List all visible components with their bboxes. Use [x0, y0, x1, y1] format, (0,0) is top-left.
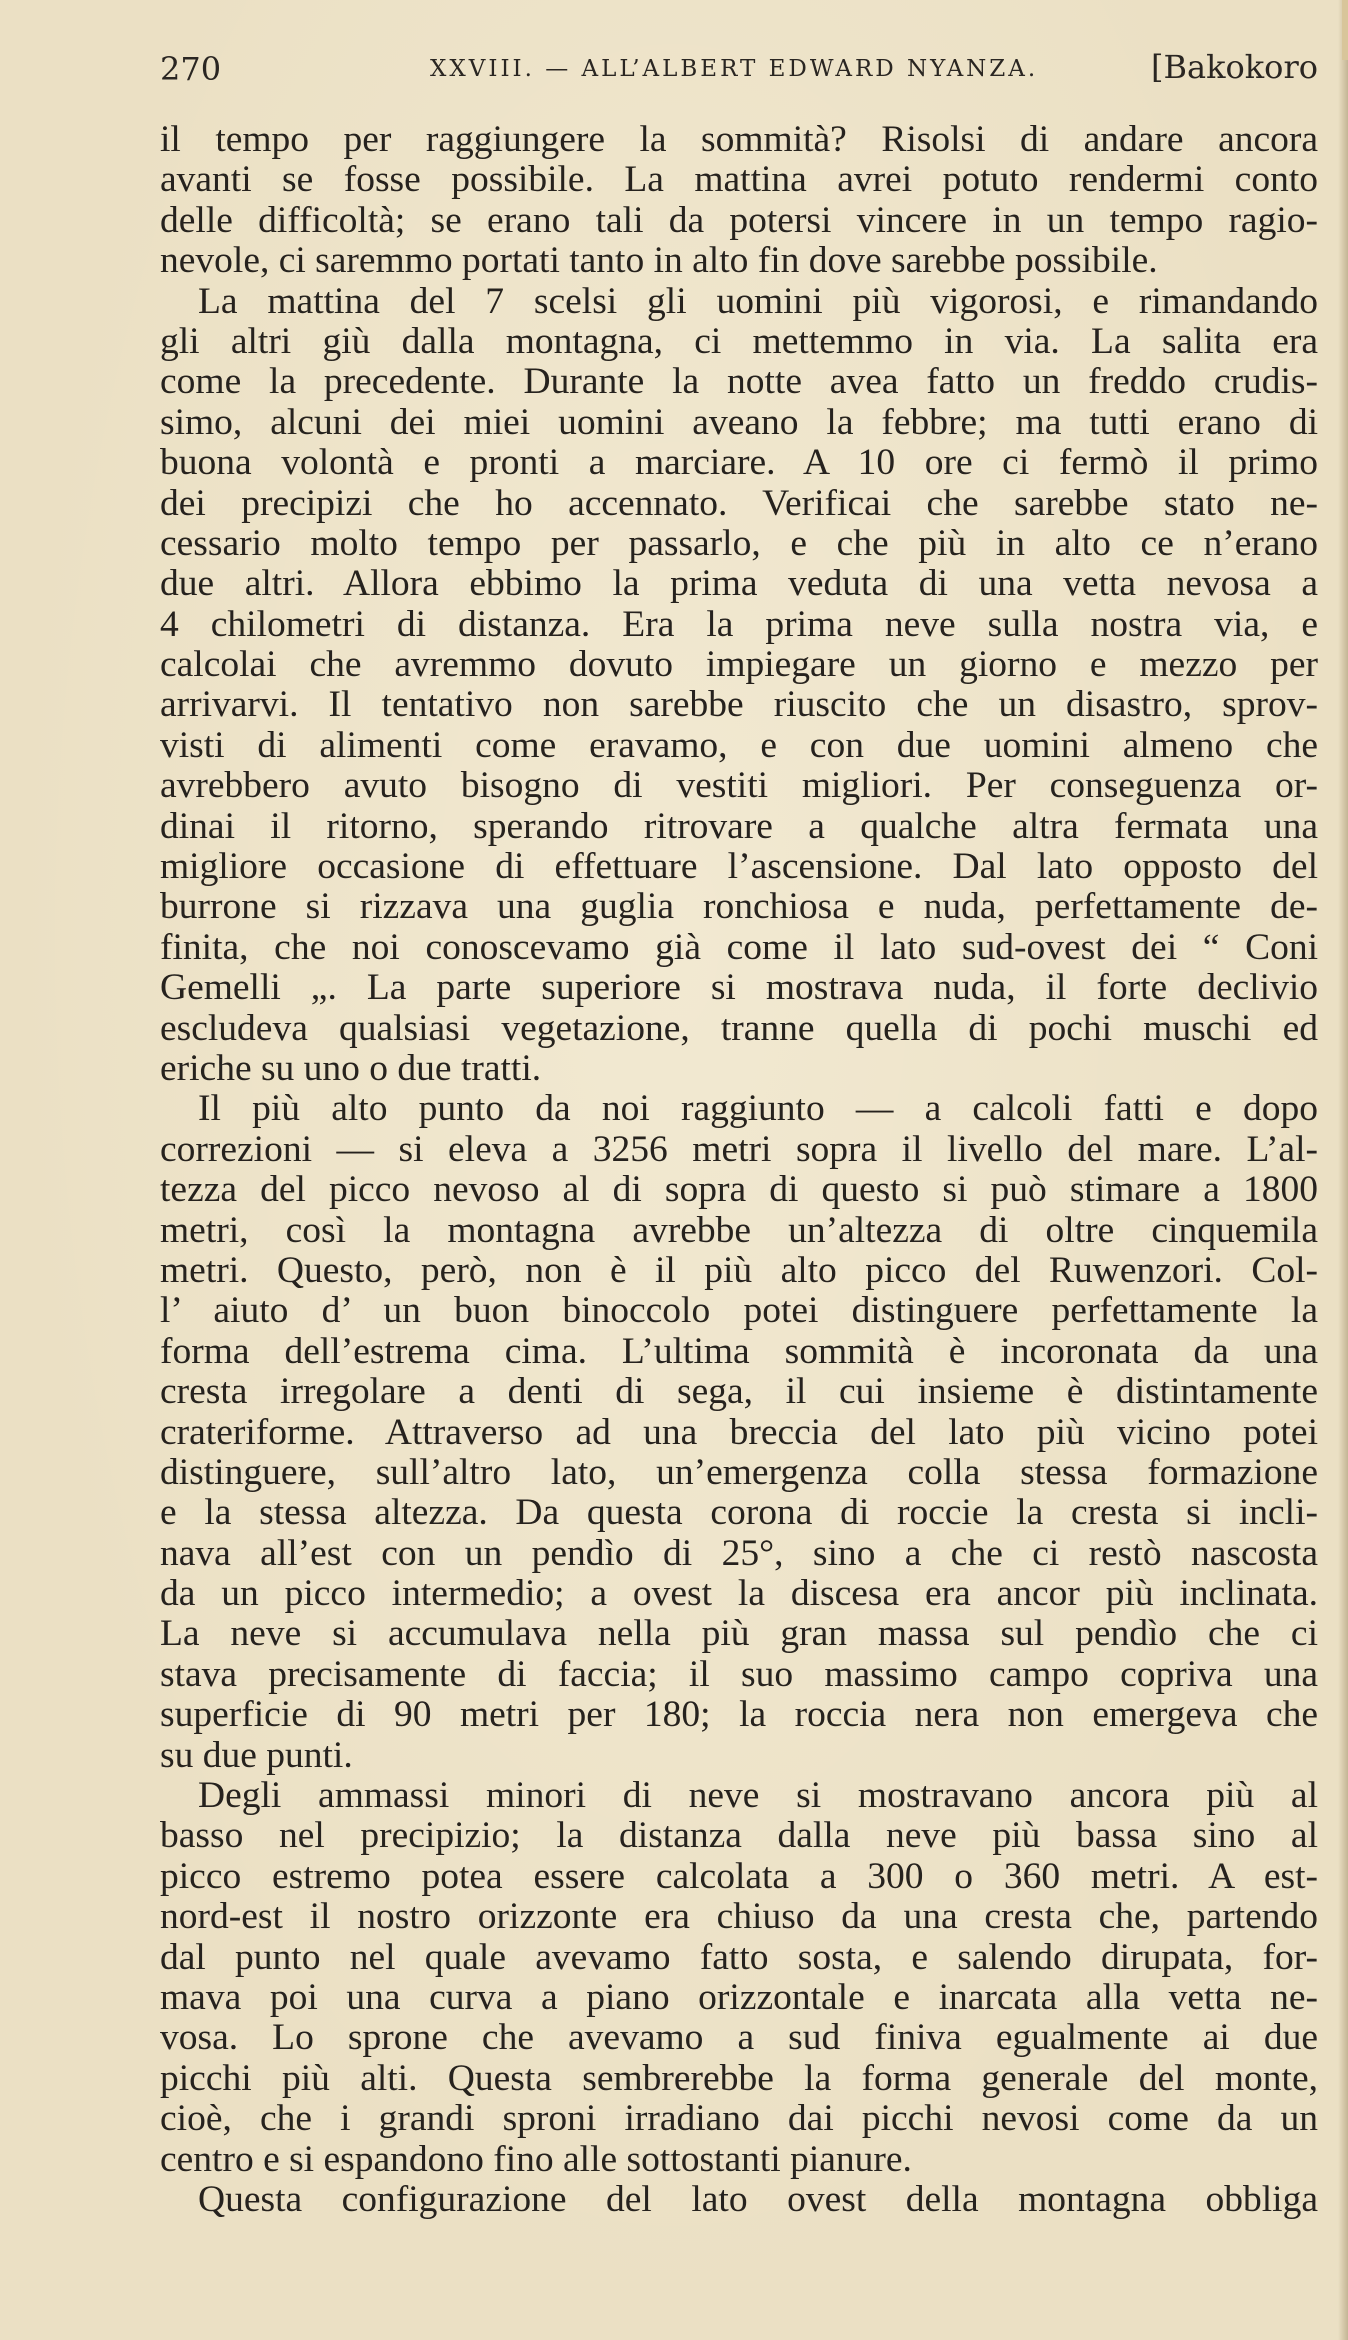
- text-line: calcolai che avremmo dovuto impiegare un giorno e mezzo per: [160, 644, 1318, 686]
- text-line: Gemelli „. La parte superiore si mostrava nuda, il forte declivio: [160, 967, 1318, 1009]
- text-line: arrivarvi. Il tentativo non sarebbe riuscito che un disastro, sprov-: [160, 684, 1318, 726]
- text-line: come la precedente. Durante la notte avea fatto un freddo crudis-: [160, 361, 1318, 403]
- text-line: distinguere, sull’altro lato, un’emergenza colla stessa formazione: [160, 1451, 1318, 1493]
- text-line: nava all’est con un pendìo di 25°, sino a che ci restò nascosta: [160, 1532, 1318, 1574]
- text-line: metri, così la montagna avrebbe un’altezza di oltre cinquemila: [160, 1209, 1318, 1251]
- text-line: visti di alimenti come eravamo, e con due uomini almeno che: [160, 724, 1318, 766]
- text-line: dinai il ritorno, sperando ritrovare a qualche altra fermata una: [160, 805, 1318, 847]
- text-line: superficie di 90 metri per 180; la roccia nera non emergeva che: [160, 1694, 1318, 1736]
- text-line: avrebbero avuto bisogno di vestiti migliori. Per conseguenza or-: [160, 765, 1318, 807]
- chapter-title: XXVIII. — ALL’ALBERT EDWARD NYANZA.: [430, 56, 1039, 82]
- text-line: tezza del picco nevoso al di sopra di questo si può stimare a 1800: [160, 1169, 1318, 1211]
- text-line: Questa configurazione del lato ovest della montagna obbliga: [198, 2178, 1318, 2220]
- text-line: simo, alcuni dei miei uomini aveano la febbre; ma tutti erano di: [160, 401, 1318, 443]
- text-line: La mattina del 7 scelsi gli uomini più vigorosi, e rimandando: [198, 280, 1318, 322]
- text-line: finita, che noi conoscevamo già come il lato sud-ovest dei “ Coni: [160, 926, 1318, 968]
- text-line: La neve si accumulava nella più gran massa sul pendìo che ci: [160, 1613, 1318, 1655]
- text-line: crateriforme. Attraverso ad una breccia del lato più vicino potei: [160, 1411, 1318, 1453]
- text-line: nevole, ci saremmo portati tanto in alto fin dove sarebbe possibile.: [160, 240, 1158, 282]
- text-line: forma dell’estrema cima. L’ultima sommità è incoronata da una: [160, 1330, 1318, 1372]
- text-line: da un picco intermedio; a ovest la discesa era ancor più inclinata.: [160, 1573, 1318, 1615]
- text-line: cresta irregolare a denti di sega, il cui insieme è distintamente: [160, 1371, 1318, 1413]
- text-line: picchi più alti. Questa sembrerebbe la forma generale del monte,: [160, 2057, 1318, 2099]
- text-line: cessario molto tempo per passarlo, e che più in alto ce n’erano: [160, 522, 1318, 564]
- text-line: migliore occasione di effettuare l’ascensione. Dal lato opposto del: [160, 846, 1318, 888]
- page-number: 270: [160, 50, 222, 88]
- page-edge-shadow: [1338, 0, 1348, 2340]
- text-line: l’ aiuto d’ un buon binoccolo potei distinguere perfettamente la: [160, 1290, 1318, 1332]
- text-line: mava poi una curva a piano orizzontale e inarcata alla vetta ne-: [160, 1976, 1318, 2018]
- text-line: Degli ammassi minori di neve si mostravano ancora più al: [198, 1775, 1318, 1817]
- text-line: il tempo per raggiungere la sommità? Risolsi di andare ancora: [160, 119, 1318, 160]
- text-line: basso nel precipizio; la distanza dalla neve più bassa sino al: [160, 1815, 1318, 1857]
- text-line: nord-est il nostro orizzonte era chiuso da una cresta che, partendo: [160, 1896, 1318, 1938]
- text-line: gli altri giù dalla montagna, ci mettemmo in via. La salita era: [160, 320, 1318, 362]
- text-line: correzioni — si eleva a 3256 metri sopra il livello del mare. L’al-: [160, 1128, 1318, 1170]
- text-line: avanti se fosse possibile. La mattina avrei potuto rendermi conto: [160, 159, 1318, 201]
- header-place-name: [Bakokoro: [1151, 48, 1318, 86]
- text-line: 4 chilometri di distanza. Era la prima neve sulla nostra via, e: [160, 603, 1318, 645]
- text-line: e la stessa altezza. Da questa corona di roccie la cresta si incli-: [160, 1492, 1318, 1534]
- body-text: [160, 120, 1318, 2220]
- page-edge-stain: [1342, 0, 1348, 60]
- text-line: cioè, che i grandi sproni irradiano dai picchi nevosi come da un: [160, 2098, 1318, 2140]
- text-line: su due punti.: [160, 1734, 353, 1776]
- text-line: buona volontà e pronti a marciare. A 10 ore ci fermò il primo: [160, 442, 1318, 484]
- text-line: escludeva qualsiasi vegetazione, tranne quella di pochi muschi ed: [160, 1007, 1318, 1049]
- text-line: dal punto nel quale avevamo fatto sosta, e salendo dirupata, for-: [160, 1936, 1318, 1978]
- text-line: stava precisamente di faccia; il suo massimo campo copriva una: [160, 1653, 1318, 1695]
- text-line: metri. Questo, però, non è il più alto picco del Ruwenzori. Col-: [160, 1249, 1318, 1291]
- text-line: centro e si espandono fino alle sottostanti pianure.: [160, 2138, 912, 2180]
- text-line: eriche su uno o due tratti.: [160, 1047, 542, 1089]
- text-line: vosa. Lo sprone che avevamo a sud finiva egualmente ai due: [160, 2017, 1318, 2059]
- text-line: picco estremo potea essere calcolata a 300 o 360 metri. A est-: [160, 1855, 1318, 1897]
- text-line: due altri. Allora ebbimo la prima veduta di una vetta nevosa a: [160, 563, 1318, 605]
- text-line: dei precipizi che ho accennato. Verificai che sarebbe stato ne-: [160, 482, 1318, 524]
- running-header: [160, 44, 1318, 94]
- text-line: burrone si rizzava una guglia ronchiosa e nuda, perfettamente de-: [160, 886, 1318, 928]
- text-line: Il più alto punto da noi raggiunto — a calcoli fatti e dopo: [198, 1088, 1318, 1130]
- text-line: delle difficoltà; se erano tali da potersi vincere in un tempo ragio-: [160, 199, 1318, 241]
